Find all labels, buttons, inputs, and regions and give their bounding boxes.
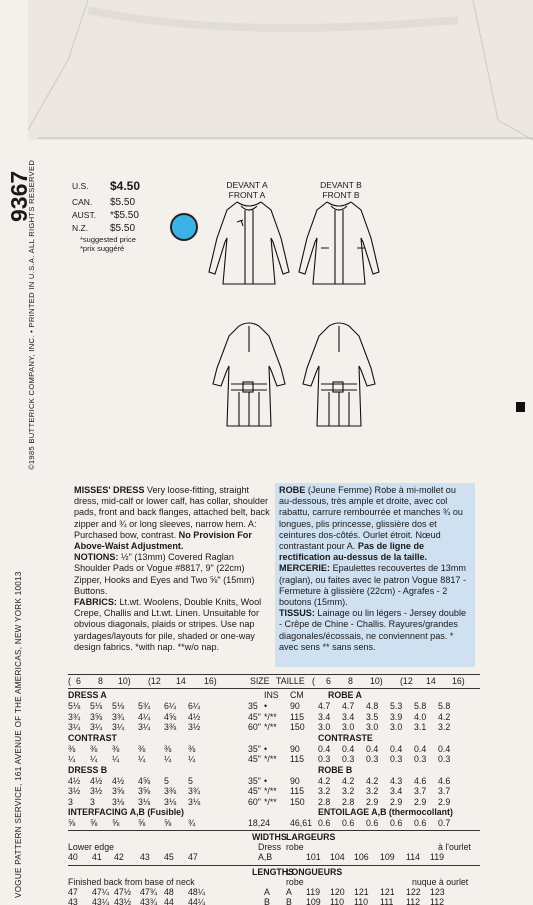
- nap-symbol: */**: [264, 786, 277, 796]
- table-header-row: [68, 676, 480, 688]
- yardage-cell: 5¾: [138, 701, 151, 711]
- size-header: 16): [204, 676, 217, 686]
- metric-cell: 3.4: [342, 711, 355, 722]
- length-metric-cell: 112: [430, 897, 445, 905]
- width-cm: 115: [290, 786, 305, 796]
- view-letter: B: [264, 897, 270, 905]
- yardage-cell: ¼: [68, 754, 76, 764]
- metric-cell: 3.0: [342, 722, 355, 732]
- nap-symbol: */**: [264, 796, 277, 807]
- dress-label: Dress: [258, 842, 281, 852]
- yardage-cell: ⅝: [68, 818, 76, 828]
- table-header-rule: [68, 688, 480, 689]
- ins-label: INS: [264, 690, 279, 700]
- size-header: 6: [76, 676, 81, 686]
- edge-mark: [516, 402, 525, 412]
- tissus-text: Lainage ou lin légers - Jersey double - Crêpe de Chine - Challis. Rayures/grandes diagonales/écossais, ne conviennent pas. * avec sens ** sans sens.: [279, 608, 467, 652]
- nap-symbol: •: [264, 775, 268, 786]
- taille-header: 10): [370, 676, 383, 686]
- yardage-cell: ⅜: [188, 743, 196, 754]
- widths-label: WIDTHS: [252, 832, 287, 842]
- width-metric-cell: 119: [430, 852, 445, 862]
- yardage-cell: 3½: [188, 722, 201, 732]
- metric-cell: 4.2: [366, 775, 379, 786]
- yardage-cell: 3⅝: [90, 711, 103, 722]
- metric-cell: 4.0: [414, 711, 427, 722]
- metric-cell: 3.5: [366, 711, 379, 722]
- metric-cell: 3.2: [342, 786, 355, 796]
- table-top-rule: [68, 674, 480, 675]
- width-ins: 18,24: [248, 818, 271, 828]
- view-a-fr: DEVANT A: [226, 180, 268, 190]
- metric-cell: 4.7: [342, 701, 355, 711]
- longueurs-label: LONGUEURS: [286, 867, 343, 877]
- metric-cell: 2.9: [438, 796, 451, 807]
- robe-label-2: robe: [286, 877, 304, 887]
- size-header: 14: [176, 676, 186, 686]
- yardage-cell: 5⅛: [90, 701, 103, 711]
- metric-cell: 0.4: [342, 743, 355, 754]
- width-cm: 90: [290, 701, 300, 711]
- view-a-en: FRONT A: [228, 190, 266, 200]
- metric-cell: 0.3: [318, 754, 331, 764]
- fabrics-label: FABRICS:: [74, 597, 117, 608]
- price-block: [72, 180, 140, 253]
- nuque-label: nuque à ourlet: [412, 877, 469, 887]
- interfacing-label: INTERFACING A,B (Fusible): [68, 807, 184, 817]
- largeurs-label: LARGEURS: [286, 832, 336, 842]
- yardage-cell: 3¾: [112, 711, 125, 722]
- metric-cell: 4.2: [318, 775, 331, 786]
- yardage-cell: ⅝: [90, 818, 98, 828]
- metric-cell: 4.8: [366, 701, 379, 711]
- length-cell: 43¼: [92, 897, 110, 905]
- french-title: ROBE: [279, 485, 306, 495]
- dress-sketches-icon: [205, 180, 475, 470]
- dress-a-label: DRESS A: [68, 690, 107, 700]
- size-header: (12: [148, 676, 161, 686]
- length-cell: 47¾: [140, 887, 158, 897]
- yardage-cell: ¾: [188, 818, 196, 828]
- yardage-cell: ¼: [90, 754, 98, 764]
- length-cell: 47¼: [92, 887, 110, 897]
- length-cell: 47: [68, 887, 78, 897]
- mercerie-text: Epaulettes recouvertes de 13mm (raglan), ou faites avec le patron Vogue 8817 - Fermeture à glissière (22cm) - Agrafes - 2 boutons (15mm).: [279, 563, 467, 608]
- yardage-cell: 3⅜: [164, 722, 177, 732]
- english-description: [74, 485, 271, 653]
- ab-label: A,B: [258, 852, 273, 862]
- yardage-cell: 3: [68, 796, 73, 807]
- price-label-can: CAN.: [72, 197, 93, 207]
- widths-row: [68, 852, 480, 864]
- width-cm: 90: [290, 743, 300, 754]
- garment-views: [205, 180, 475, 470]
- width-ins: 60": [248, 796, 261, 807]
- metric-cell: 2.8: [342, 796, 355, 807]
- yardage-cell: 5⅛: [68, 701, 81, 711]
- metric-cell: 0.3: [438, 754, 451, 764]
- length-cell: 43: [68, 897, 78, 905]
- metric-cell: 4.7: [318, 701, 331, 711]
- length-metric-cell: 122: [406, 887, 421, 897]
- metric-cell: 5.3: [390, 701, 403, 711]
- width-cell: 47: [188, 852, 198, 862]
- length-metric-cell: 119: [306, 887, 321, 897]
- taille-header: (12: [400, 676, 413, 686]
- length-cell: 48¼: [188, 887, 206, 897]
- contrast-label: CONTRAST: [68, 732, 117, 743]
- length-cell: 44: [164, 897, 174, 905]
- metric-cell: 3.2: [318, 786, 331, 796]
- width-ins: 35: [248, 701, 258, 711]
- english-title: MISSES' DRESS: [74, 485, 145, 495]
- width-metric-cell: 114: [406, 852, 421, 862]
- metric-cell: 3.4: [390, 786, 403, 796]
- metric-cell: 4.6: [414, 775, 427, 786]
- metric-cell: 3.0: [366, 722, 379, 732]
- entoilage-label: ENTOILAGE A,B (thermocollant): [318, 807, 453, 817]
- length-cell: 43½: [114, 897, 132, 905]
- yardage-cell: 5: [164, 775, 169, 786]
- length-metric-cell: 123: [430, 887, 445, 897]
- yardage-cell: ⅝: [138, 818, 146, 828]
- dress-b-label: DRESS B: [68, 764, 108, 775]
- nap-symbol: */**: [264, 722, 277, 732]
- length-metric-cell: 110: [354, 897, 369, 905]
- yardage-cell: 3⅝: [112, 786, 125, 796]
- contraste-label: CONTRASTE: [318, 732, 373, 743]
- yardage-cell: 3½: [68, 786, 81, 796]
- yardage-cell: ⅝: [112, 818, 120, 828]
- metric-cell: 3.0: [318, 722, 331, 732]
- french-body: Robe à mi-mollet ou au-dessous, très ample et droite, avec col rabattu, carrure rembourrée et manches ¾ ou longues, plis princesse, glissière dos et ceintures dos-côtés. Ourlet étroit. Nœud contrastant pour A.: [279, 485, 463, 552]
- yardage-cell: 3⅜: [164, 786, 177, 796]
- metric-cell: 0.4: [366, 743, 379, 754]
- view-b-en: FRONT B: [322, 190, 360, 200]
- nap-symbol: */**: [264, 754, 277, 764]
- taille-header: TAILLE: [276, 676, 305, 686]
- width-ins: 45": [248, 711, 261, 722]
- interfacing-row: [68, 818, 480, 830]
- tissus-label: TISSUS:: [279, 608, 315, 619]
- view-b-fr: DEVANT B: [320, 180, 362, 190]
- pattern-number: 9367: [6, 170, 32, 222]
- width-cm: 150: [290, 796, 305, 807]
- metric-cell: 0.4: [318, 743, 331, 754]
- price-note-fr: *prix suggéré: [80, 244, 125, 253]
- yardage-cell: ¼: [164, 754, 172, 764]
- width-cm: 150: [290, 722, 305, 732]
- size-color-dot-icon: [170, 213, 198, 241]
- nap-symbol: •: [264, 743, 268, 754]
- robe-b-label: ROBE B: [318, 764, 353, 775]
- metric-cell: 3.1: [414, 722, 427, 732]
- metric-cell: 4.2: [438, 711, 451, 722]
- length-metric-cell: 121: [354, 887, 369, 897]
- metric-cell: 0.3: [414, 754, 427, 764]
- robe-label: robe: [286, 842, 304, 852]
- yardage-cell: 4½: [112, 775, 125, 786]
- yardage-cell: ⅜: [112, 743, 120, 754]
- metric-cell: 3.9: [390, 711, 403, 722]
- lengths-rule: [68, 865, 480, 866]
- metric-cell: 0.3: [366, 754, 379, 764]
- yardage-cell: ⅜: [90, 743, 98, 754]
- yardage-cell: ¼: [112, 754, 120, 764]
- metric-cell: 2.8: [318, 796, 331, 807]
- metric-cell: 4.3: [390, 775, 403, 786]
- finished-back-label: Finished back from base of neck: [68, 877, 195, 887]
- size-header: SIZE: [250, 676, 270, 686]
- yardage-cell: ⅜: [164, 743, 172, 754]
- publisher-address: VOGUE PATTERN SERVICE, 161 AVENUE OF THE AMERICAS, NEW YORK 10013: [14, 571, 23, 898]
- length-metric-cell: 110: [330, 897, 345, 905]
- price-nz: $5.50: [110, 223, 136, 234]
- width-ins: 45": [248, 754, 261, 764]
- lengths-label: LENGTHS: [252, 867, 295, 877]
- nap-symbol: */**: [264, 711, 277, 722]
- robe-a-label: ROBE A: [328, 690, 362, 700]
- widths-rule: [68, 830, 480, 831]
- width-metric-cell: 109: [380, 852, 395, 862]
- width-ins: 60": [248, 722, 261, 732]
- metric-cell: 2.9: [390, 796, 403, 807]
- metric-cell: 3.7: [438, 786, 451, 796]
- metric-cell: 0.6: [318, 818, 331, 828]
- length-metric-cell: 121: [380, 887, 395, 897]
- taille-header: 16): [452, 676, 465, 686]
- metric-cell: 0.3: [390, 754, 403, 764]
- lower-edge-label: Lower edge: [68, 842, 114, 852]
- notions-text: ½" (13mm) Covered Raglan Shoulder Pads or Vogue #8817, 9" (22cm) Zipper, Hooks and Eyes and Two ⅝" (15mm) Buttons.: [74, 552, 255, 596]
- yardage-cell: 3¼: [90, 722, 103, 732]
- yardage-cell: 3⅛: [188, 796, 201, 807]
- metric-cell: 0.6: [414, 818, 427, 828]
- metric-cell: 5.8: [414, 701, 427, 711]
- metric-cell: 4.6: [438, 775, 451, 786]
- length-cell: 44¼: [188, 897, 206, 905]
- size-header: 10): [118, 676, 131, 686]
- width-cm: 115: [290, 711, 305, 722]
- view-letter-fr: A: [286, 887, 292, 897]
- length-metric-cell: 112: [406, 897, 421, 905]
- metric-cell: 3.4: [318, 711, 331, 722]
- width-cell: 42: [114, 852, 124, 862]
- copyright-notice: ©1985 BUTTERICK COMPANY, INC. • PRINTED IN U.S.A. ALL RIGHTS RESERVED: [27, 159, 36, 470]
- price-can: $5.50: [110, 197, 136, 208]
- width-ins: 35": [248, 775, 261, 786]
- metric-cell: 0.6: [342, 818, 355, 828]
- yardage-cell: 3¼: [68, 722, 81, 732]
- english-body: Very loose-fitting, straight dress, mid-calf or lower calf, has collar, shoulder pads, front and back flanges, attached belt, back zipper and ¾ or long sleeves, narrow hem. A: Purchased bow, contrast.: [74, 485, 270, 540]
- metric-cell: 0.4: [390, 743, 403, 754]
- length-cell: 47½: [114, 887, 132, 897]
- yardage-cell: 5⅛: [112, 701, 125, 711]
- width-metric-cell: 101: [306, 852, 321, 862]
- notions-label: NOTIONS:: [74, 552, 119, 563]
- yardage-cell: 3¼: [112, 722, 125, 732]
- yardage-cell: ⅜: [138, 743, 146, 754]
- view-letter-fr: B: [286, 897, 292, 905]
- yardage-cell: 3⅝: [138, 786, 151, 796]
- yardage-cell: 3¼: [138, 722, 151, 732]
- width-cell: 45: [164, 852, 174, 862]
- metric-cell: 0.6: [366, 818, 379, 828]
- metric-cell: 0.4: [438, 743, 451, 754]
- yardage-cell: ¼: [138, 754, 146, 764]
- length-metric-cell: 109: [306, 897, 321, 905]
- length-cell: 43¾: [140, 897, 158, 905]
- fabrics-text: Lt.wt. Woolens, Double Knits, Wool Crepe, Challis and Lt.wt. Linen. Unsuitable for obvious diagonals, plaids or stripes. Use nap yardages/layouts for pile, shaded or one-way design fabrics. *with nap. **w/o nap.: [74, 597, 262, 652]
- yardage-cell: 3¾: [188, 786, 201, 796]
- french-subtitle: (Jeune Femme): [307, 485, 372, 495]
- taille-header: 8: [348, 676, 353, 686]
- width-cm: 115: [290, 754, 305, 764]
- yardage-cell: 3⅛: [138, 796, 151, 807]
- metric-cell: 0.7: [438, 818, 451, 828]
- yardage-cell: 4½: [188, 711, 201, 722]
- yardage-cell: ⅝: [164, 818, 172, 828]
- metric-cell: 5.8: [438, 701, 451, 711]
- metric-cell: 2.9: [366, 796, 379, 807]
- taille-header: 14: [426, 676, 436, 686]
- price-aust: *$5.50: [110, 210, 139, 221]
- price-label-us: U.S.: [72, 181, 89, 191]
- english-no-provision: No Provision For Above-Waist Adjustment.: [74, 529, 252, 552]
- metric-cell: 0.3: [342, 754, 355, 764]
- yardage-cell: 6¼: [164, 701, 177, 711]
- taille-header: (: [312, 676, 315, 686]
- width-ins: 45": [248, 786, 261, 796]
- metric-cell: 0.4: [414, 743, 427, 754]
- yardage-cell: 3: [90, 796, 95, 807]
- metric-cell: 3.2: [366, 786, 379, 796]
- price-label-nz: N.Z.: [72, 223, 89, 233]
- envelope-flap-fold: [28, 0, 533, 140]
- price-note-en: *suggested price: [80, 235, 136, 244]
- yardage-cell: ⅜: [68, 743, 76, 754]
- yardage-cell: ¼: [188, 754, 196, 764]
- width-metric-cell: 106: [354, 852, 369, 862]
- metric-cell: 3.2: [438, 722, 451, 732]
- width-ins: 35": [248, 743, 261, 754]
- french-no-provision: Pas de ligne de rectification au-dessus de la taille.: [279, 541, 428, 563]
- price-us: $4.50: [110, 179, 141, 193]
- yardage-cell: 4⅝: [138, 775, 151, 786]
- yardage-cell: 3¾: [68, 711, 81, 722]
- length-metric-cell: 111: [380, 897, 394, 905]
- yardage-cell: 6¼: [188, 701, 201, 711]
- metric-cell: 4.2: [342, 775, 355, 786]
- metric-cell: 0.6: [390, 818, 403, 828]
- yardage-cell: 4½: [90, 775, 103, 786]
- yardage-cell: 3½: [90, 786, 103, 796]
- yardage-cell: 5: [188, 775, 193, 786]
- nap-symbol: •: [264, 701, 268, 711]
- taille-header: 6: [326, 676, 331, 686]
- yardage-cell: 3⅛: [164, 796, 177, 807]
- metric-cell: 3.0: [390, 722, 403, 732]
- length-metric-cell: 120: [330, 887, 345, 897]
- width-cm: 90: [290, 775, 300, 786]
- yardage-cell: 4¼: [138, 711, 151, 722]
- mercerie-label: MERCERIE:: [279, 563, 331, 574]
- width-cell: 43: [140, 852, 150, 862]
- metric-cell: 3.7: [414, 786, 427, 796]
- price-label-aust: AUST.: [72, 210, 97, 220]
- cm-label: CM: [290, 690, 304, 700]
- yardage-cell: 4½: [68, 775, 81, 786]
- width-cell: 40: [68, 852, 78, 862]
- width-cell: 41: [92, 852, 102, 862]
- width-cm: 46,61: [290, 818, 313, 828]
- a-ourlet-label: à l'ourlet: [438, 842, 471, 852]
- width-metric-cell: 104: [330, 852, 345, 862]
- length-cell: 48: [164, 887, 174, 897]
- yardage-cell: 4⅝: [164, 711, 177, 722]
- view-letter: A: [264, 887, 270, 897]
- size-header: (: [68, 676, 71, 686]
- size-header: 8: [98, 676, 103, 686]
- yardage-cell: 3⅛: [112, 796, 125, 807]
- lengths-row: [68, 897, 480, 905]
- metric-cell: 2.9: [414, 796, 427, 807]
- french-description: [275, 483, 475, 667]
